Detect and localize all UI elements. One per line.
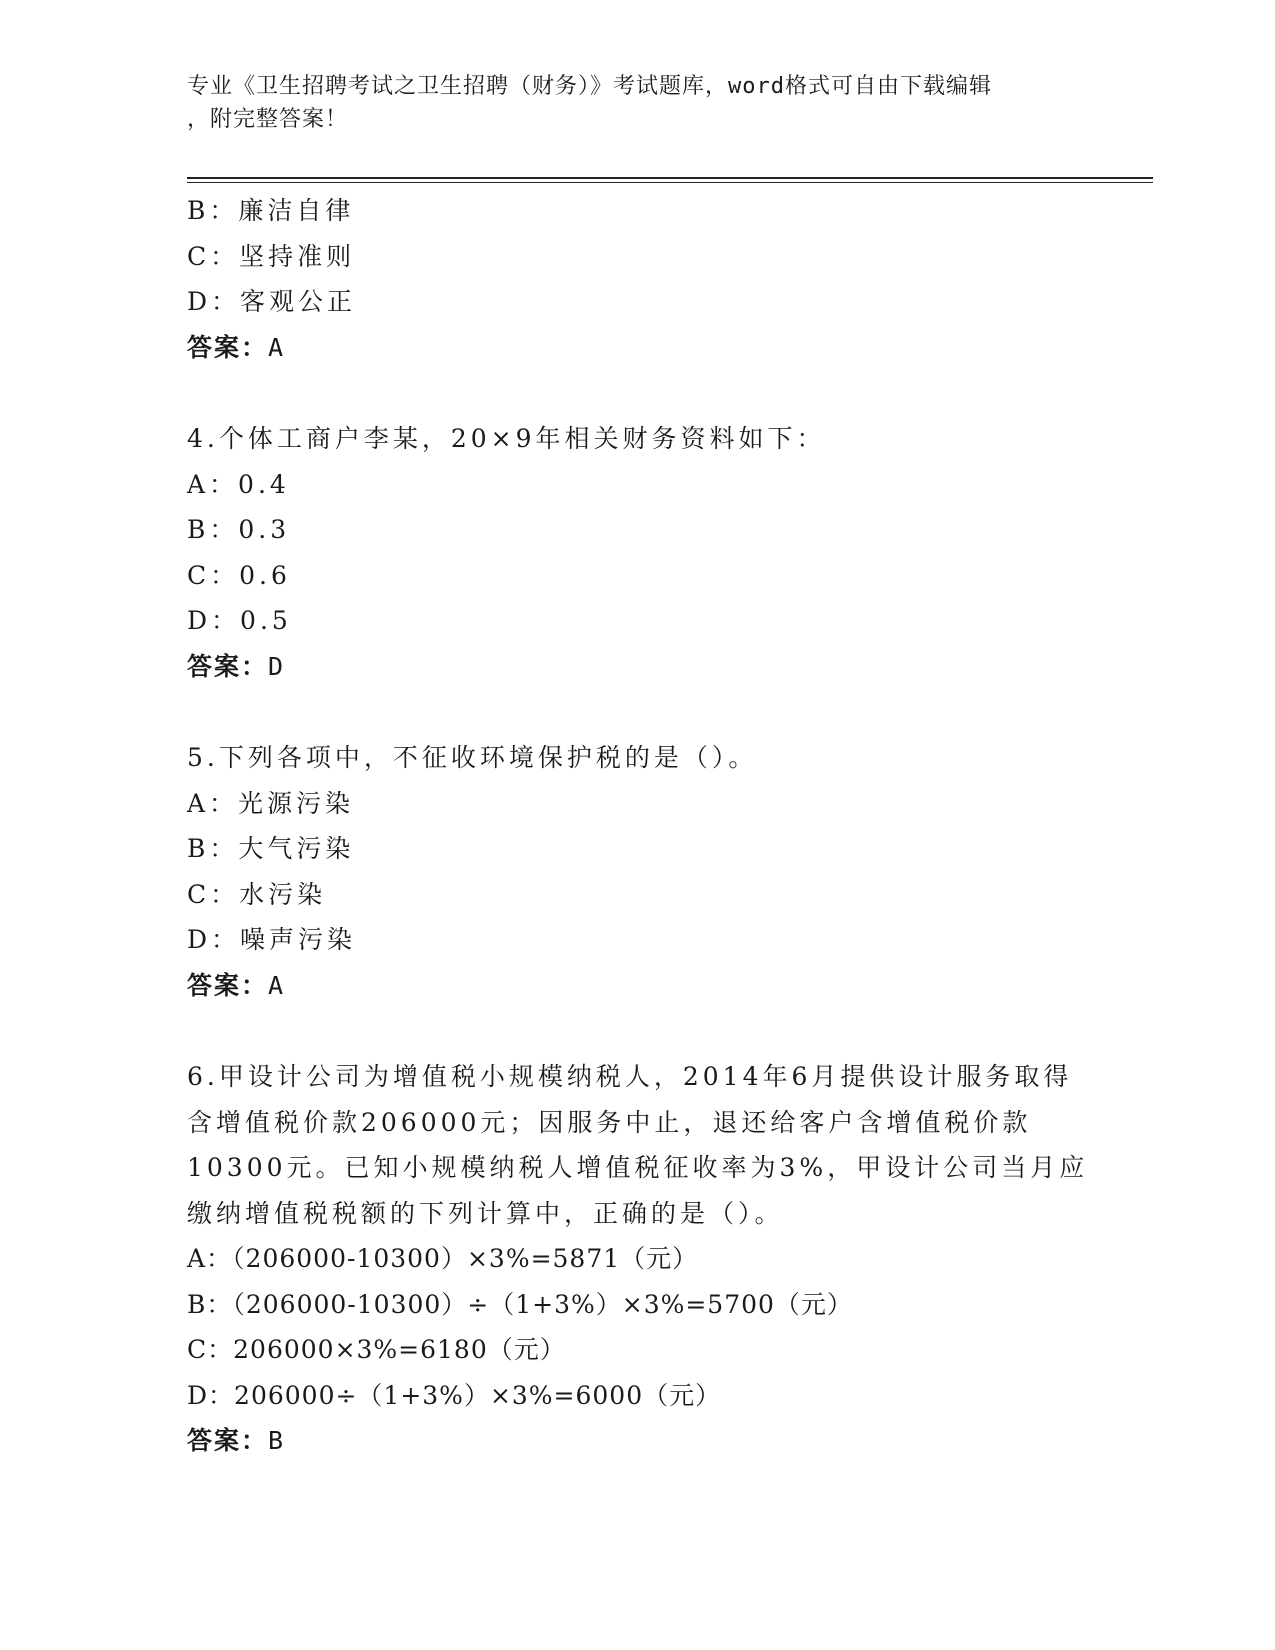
answer-label: 答案： [187,970,269,1000]
question-stem [187,1054,1087,1236]
option-a: A：光源污染 [187,788,355,818]
question-stem: 5.下列各项中，不征收环境保护税的是（）。 [187,743,758,772]
answer-label: 答案： [187,651,269,681]
question-6 [187,1054,1087,1464]
header-divider-thin [187,182,1153,183]
option-c: C：水污染 [187,879,327,909]
option-a: A：0.4 [187,469,290,499]
option-c: C：206000×3%=6180（元） [187,1335,566,1364]
option-b: B：大气污染 [187,834,355,863]
document-header [187,70,1067,136]
answer-value: A [268,970,284,1000]
option-c: C：坚持准则 [187,241,356,271]
question-3 [187,188,1087,370]
stem-line-2: 含增值税价款206000元；因服务中止，退还给客户含增值税价款 [187,1107,1032,1137]
stem-line-4: 缴纳增值税税额的下列计算中，正确的是（）。 [187,1198,784,1228]
header-divider-thick [187,177,1153,179]
stem-line-3: 10300元。已知小规模纳税人增值税征收率为3%，甲设计公司当月应 [187,1153,1089,1182]
option-b: B：（206000-10300）÷（1+3%）×3%=5700（元） [187,1289,853,1319]
option-d: D：噪声污染 [187,925,357,954]
option-d: D：206000÷（1+3%）×3%=6000（元） [187,1380,722,1410]
option-d: D：客观公正 [187,287,357,316]
answer-line [187,963,1087,1009]
question-stem: 4.个体工商户李某，20×9年相关财务资料如下： [187,424,826,453]
option-b: B：廉洁自律 [187,196,355,225]
option-d: D：0.5 [187,606,292,635]
header-line-2: ，附完整答案！ [187,107,349,132]
answer-label: 答案： [187,1426,269,1455]
answer-value: D [268,651,284,681]
answer-line [187,644,1087,690]
answer-label: 答案： [187,332,269,362]
answer-line [187,325,1087,371]
stem-line-1: 6.甲设计公司为增值税小规模纳税人，2014年6月提供设计服务取得 [187,1062,1073,1091]
option-a: A：（206000-10300）×3%=5871（元） [187,1244,699,1273]
header-line-1: 专业《卫生招聘考试之卫生招聘（财务）》考试题库，word格式可自由下载编辑 [187,74,992,99]
option-b: B：0.3 [187,515,291,544]
question-5 [187,735,1087,1008]
answer-line [187,1418,1087,1464]
question-4 [187,416,1087,689]
answer-value: A [268,332,284,362]
answer-value: B [268,1426,284,1455]
question-list [187,188,1087,1464]
option-c: C：0.6 [187,560,291,590]
